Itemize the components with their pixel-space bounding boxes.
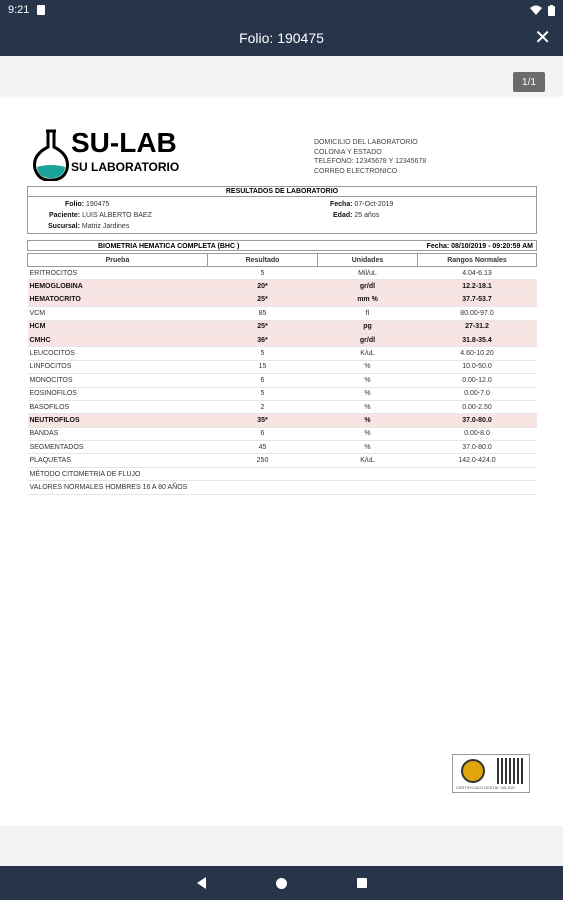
cell-test: MONOCITOS [28,374,208,387]
page-indicator: 1/1 [513,72,545,92]
branch-row [48,223,129,230]
address-line: COLONIA Y ESTADO [314,148,382,156]
cell-units: K/uL [318,347,418,360]
table-row [28,307,537,320]
viewer-top-margin [0,56,563,96]
cell-units: Mil/uL [318,267,418,280]
back-icon[interactable] [197,877,206,889]
cell-range: 4.60-10.20 [418,347,537,360]
cell-range: 0.00-2.50 [418,400,537,413]
study-header [27,240,537,251]
cell-range: 0.00-7.0 [418,387,537,400]
branch-value: Matriz Jardines [81,223,130,230]
viewer-bottom-margin [0,826,563,866]
cell-units: % [318,427,418,440]
table-row [28,333,537,346]
cell-result: 5 [208,347,318,360]
patient-label: Paciente: [49,212,81,219]
cell-units: pg [318,320,418,333]
cell-result: 6 [208,427,318,440]
cell-test: HEMATOCRITO [28,293,208,306]
cell-test: LEUCOCITOS [28,347,208,360]
logo-text: SU-LAB [71,127,177,158]
table-row [28,293,537,306]
cell-result: 250 [208,454,318,467]
table-row [28,267,537,280]
folio-row [65,201,109,208]
note-row [28,481,537,494]
table-row [28,400,537,413]
sd-card-icon [37,5,45,15]
cell-units: % [318,360,418,373]
cell-result: 5 [208,267,318,280]
table-row [28,320,537,333]
col-header-range: Rangos Normales [418,254,537,267]
folio-label: Folio: [65,201,85,208]
logo-tagline: SU LABORATORIO [71,160,180,174]
status-time: 9:21 [8,4,30,16]
folio-value: 190475 [86,201,110,208]
study-title: BIOMETRIA HEMATICA COMPLETA (BHC ) [98,243,240,250]
cell-result: 45 [208,441,318,454]
certificate-badge-icon [461,759,485,783]
results-table [27,253,537,495]
cell-range: 37.0-80.0 [418,414,537,427]
cell-units: % [318,400,418,413]
col-header-units: Unidades [318,254,418,267]
cell-result: 25* [208,320,318,333]
cell-test: HEMOGLOBINA [28,280,208,293]
cell-units: % [318,374,418,387]
patient-row [49,212,152,219]
date-label: Fecha: [330,201,353,208]
cell-units: K/uL [318,454,418,467]
patient-value: LUIS ALBERTO BAEZ [82,212,152,219]
age-value: 25 años [354,212,380,219]
table-row [28,280,537,293]
cell-range: 27-31.2 [418,320,537,333]
battery-icon [548,5,555,16]
branch-label: Sucursal: [48,223,80,230]
cell-test: SEGMENTADOS [28,441,208,454]
table-row [28,454,537,467]
digital-seal [452,754,530,793]
results-header [27,186,537,234]
col-header-result: Resultado [208,254,318,267]
table-row [28,427,537,440]
cell-test: NEUTROFILOS [28,414,208,427]
cell-units: fl [318,307,418,320]
cell-range: 80.00-97.0 [418,307,537,320]
cell-result: 2 [208,400,318,413]
cell-test: LINFOCITOS [28,360,208,373]
cell-range: 37.0-80.0 [418,441,537,454]
cell-result: 6 [208,374,318,387]
cell-result: 85 [208,307,318,320]
cell-range: 0.00-12.0 [418,374,537,387]
table-row [28,347,537,360]
cell-range: 142.0-424.0 [418,454,537,467]
cell-range: 4.04-6.13 [418,267,537,280]
table-note: VALORES NORMALES HOMBRES 16 A 80 AÑOS [28,481,537,494]
qr-code-icon [497,758,523,784]
cell-units: gr/dl [318,280,418,293]
cell-range: 31.8-35.4 [418,333,537,346]
cell-result: 5 [208,387,318,400]
cell-result: 20* [208,280,318,293]
cell-test: BASOFILOS [28,400,208,413]
lab-logo [30,127,180,182]
table-row [28,441,537,454]
age-label: Edad: [333,212,353,219]
cell-range: 12.2-18.1 [418,280,537,293]
status-icons [530,5,555,16]
cell-units: % [318,441,418,454]
app-bar [0,20,563,56]
wifi-icon [530,5,542,15]
status-bar [0,0,563,20]
col-header-test: Prueba [28,254,208,267]
table-row [28,387,537,400]
app-title: Folio: 190475 [239,30,324,46]
results-title: RESULTADOS DE LABORATORIO [28,187,536,197]
cell-test: CMHC [28,333,208,346]
age-row [333,212,379,219]
recents-icon[interactable] [357,878,367,888]
table-note: MÉTODO CITOMETRIA DE FLUJO [28,467,537,480]
cell-units: % [318,414,418,427]
table-row [28,374,537,387]
cell-range: 10.0-50.0 [418,360,537,373]
cell-units: mm % [318,293,418,306]
cell-units: % [318,387,418,400]
cell-range: 0.00-8.0 [418,427,537,440]
home-icon[interactable] [276,878,287,889]
date-row [330,201,393,208]
cell-units: gr/dl [318,333,418,346]
note-row [28,467,537,480]
cell-result: 36* [208,333,318,346]
table-header-row [28,254,537,267]
cell-result: 25* [208,293,318,306]
address-line: DOMICILIO DEL LABORATORIO [314,139,418,146]
table-row [28,360,537,373]
date-value: 07-Oct-2019 [354,201,394,208]
flask-icon [30,129,72,181]
address-line: TELEFONO: 12345678 Y 12345678 [314,158,427,165]
study-date: Fecha: 08/10/2019 - 09:20:59 AM [426,243,533,250]
seal-caption: CERTIFICADO DIGITAL VALIDO [456,785,515,790]
address-line: CORREO ELECTRONICO [314,167,398,175]
cell-result: 35* [208,414,318,427]
close-icon[interactable]: ✕ [534,27,551,49]
system-nav-bar [0,866,563,900]
cell-test: VCM [28,307,208,320]
cell-test: HCM [28,320,208,333]
cell-test: ERITROCITOS [28,267,208,280]
table-row [28,414,537,427]
cell-test: PLAQUETAS [28,454,208,467]
cell-test: EOSINOFILOS [28,387,208,400]
cell-test: BANDAS [28,427,208,440]
cell-result: 15 [208,360,318,373]
cell-range: 37.7-53.7 [418,293,537,306]
lab-address [314,138,426,176]
